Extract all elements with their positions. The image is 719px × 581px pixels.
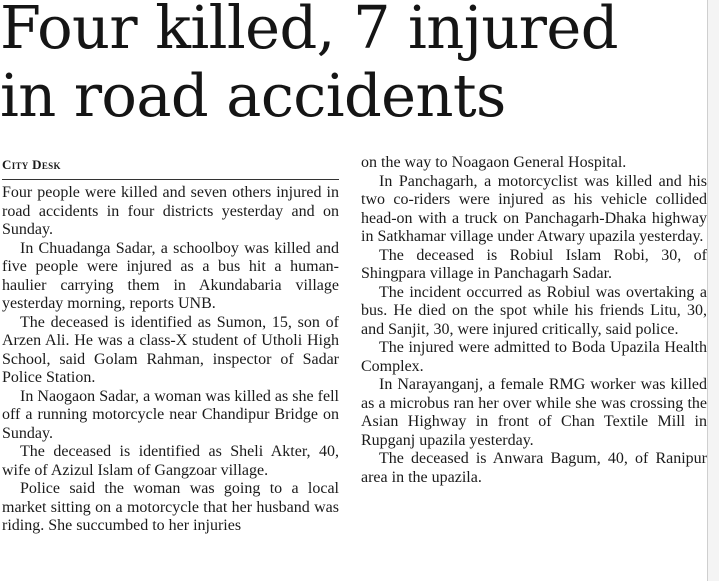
paragraph: In Narayanganj, a female RMG worker was killed as a microbus ran her over while she was crossing the Asian Highway in front of Chan Textile Mill in Rupganj upazila yesterday. [361, 376, 707, 449]
paragraph: In Naogaon Sadar, a woman was killed as she fell off a running motorcycle near Chandipur Bridge on Sunday. [2, 387, 339, 442]
paragraph: In Panchagarh, a motorcyclist was killed and his two co-riders were injured as his vehicle collided head-on with a truck on Panchagarh-Dhaka highway in Satkhamar village under Atwary upazila yesterday. [361, 172, 707, 245]
headline-line-2: in road accidents [0, 61, 506, 130]
clipping-edge [707, 0, 719, 581]
paragraph: The deceased is Robiul Islam Robi, 30, of Shingpara village in Panchagarh Sadar. [361, 246, 707, 282]
paragraph: The deceased is identified as Sheli Akter, 40, wife of Azizul Islam of Gangzoar village. [2, 443, 339, 479]
paragraph-continued: on the way to Noagaon General Hospital. [361, 154, 627, 171]
article-column-right [361, 154, 707, 487]
paragraph: Police said the woman was going to a local market sitting on a motorcycle that her husband was riding. She succumbed to her injuries [2, 480, 339, 534]
paragraph: The injured were admitted to Boda Upazila Health Complex. [361, 339, 707, 375]
headline-line-1: Four killed, 7 injured [0, 0, 618, 62]
article-column-left [2, 154, 339, 536]
paragraph: The deceased is Anwara Bagum, 40, of Ranipur area in the upazila. [361, 450, 707, 486]
paragraph: The deceased is identified as Sumon, 15, son of Arzen Ali. He was a class-X student of Utholi High School, said Golam Rahman, inspector of Sadar Police Station. [2, 313, 339, 386]
paragraph: The incident occurred as Robiul was overtaking a bus. He died on the spot while his friends Litu, 30, and Sanjit, 30, were injured critically, said police. [361, 283, 707, 338]
paragraph: Four people were killed and seven others injured in road accidents in four districts yesterday and on Sunday. [2, 184, 339, 238]
headline [0, 0, 719, 130]
byline: City Desk [2, 154, 339, 180]
paragraph: In Chuadanga Sadar, a schoolboy was killed and five people were injured as a bus hit a human-haulier carrying them in Akundabaria village yesterday morning, reports UNB. [2, 239, 339, 312]
